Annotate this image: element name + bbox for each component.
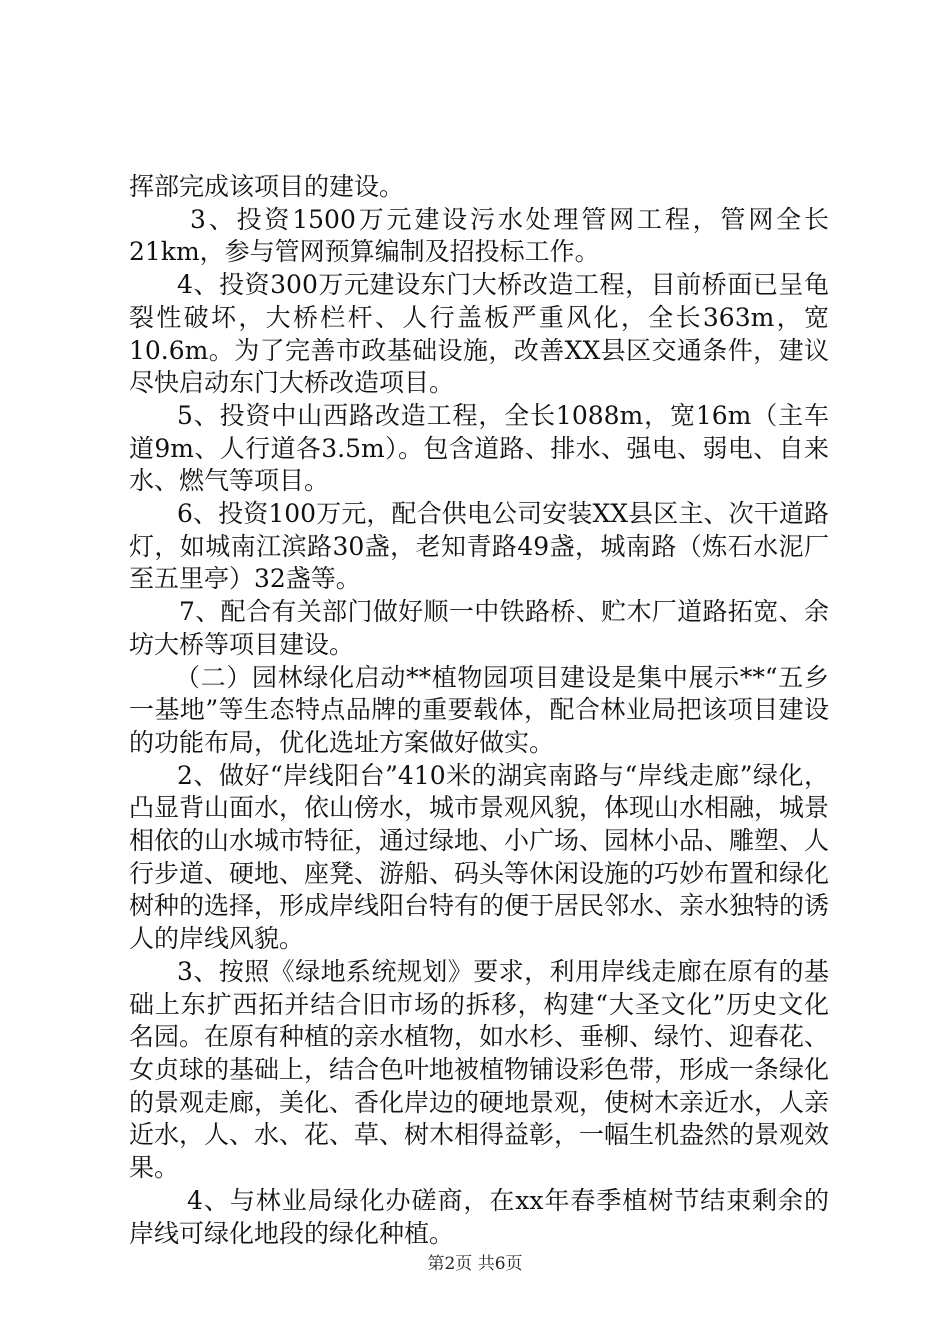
paragraph-continuation: 挥部完成该项目的建设。 (129, 172, 405, 201)
paragraph-item-6-street-lights: 6、投资100万元，配合供电公司安装XX县区主、次干道路灯，如城南江滨路30盏，老知青路49盏，城南路（炼石水泥厂至五里亭）32盏等。 (129, 499, 829, 594)
paragraph-item-7-coordination: 7、配合有关部门做好顺一中铁路桥、贮木厂道路拓宽、余坊大桥等项目建设。 (129, 597, 829, 659)
paragraph-section-2-landscaping: （二）园林绿化启动**植物园项目建设是集中展示**“五乡一基地”等生态特点品牌的重要载体，配合林业局把该项目建设的功能布局，优化选址方案做好做实。 (129, 662, 829, 757)
document-body (129, 171, 829, 1250)
paragraph-item-4-forestry: 4、与林业局绿化办磋商，在xx年春季植树节结束剩余的岸线可绿化地段的绿化种植。 (129, 1185, 829, 1248)
paragraph-item-2-shoreline-balcony: 2、做好“岸线阳台”410米的湖宾南路与“岸线走廊”绿化，凸显背山面水，依山傍水，城市景观风貌，体现山水相融，城景相依的山水城市特征，通过绿地、小广场、园林小品、雕塑、人行步道、硬地、座凳、游船、码头等休闲设施的巧妙布置和绿化树种的选择，形成岸线阳台特有的便于居民邻水、亲水独特的诱人的岸线风貌。 (129, 760, 830, 954)
paragraph-item-4-dongmen-bridge: 4、投资300万元建设东门大桥改造工程，目前桥面已呈龟裂性破坏，大桥栏杆、人行盖板严重风化，全长363m，宽10.6m。为了完善市政基础设施，改善XX县区交通条件，建议尽快启动东门大桥改造项目。 (129, 270, 829, 398)
paragraph-item-5-zhongshan-road: 5、投资中山西路改造工程，全长1088m，宽16m（主车道9m、人行道各3.5m）。包含道路、排水、强电、弱电、自来水、燃气等项目。 (129, 400, 829, 496)
paragraph-item-3-green-plan: 3、按照《绿地系统规划》要求，利用岸线走廊在原有的基础上东扩西拓并结合旧市场的拆移，构建“大圣文化”历史文化名园。在原有种植的亲水植物，如水杉、垂柳、绿竹、迎春花、女贞球的基础上，结合色叶地被植物铺设彩色带，形成一条绿化的景观走廊，美化、香化岸边的硬地景观，使树木亲近水，人亲近水，人、水、花、草、树木相得益彰，一幅生机盎然的景观效果。 (129, 956, 830, 1183)
paragraph-item-3-sewage: 3、投资1500万元建设污水处理管网工程，管网全长21km，参与管网预算编制及招投标工作。 (129, 204, 829, 267)
page-number-footer: 第2页 共6页 (427, 1254, 523, 1274)
